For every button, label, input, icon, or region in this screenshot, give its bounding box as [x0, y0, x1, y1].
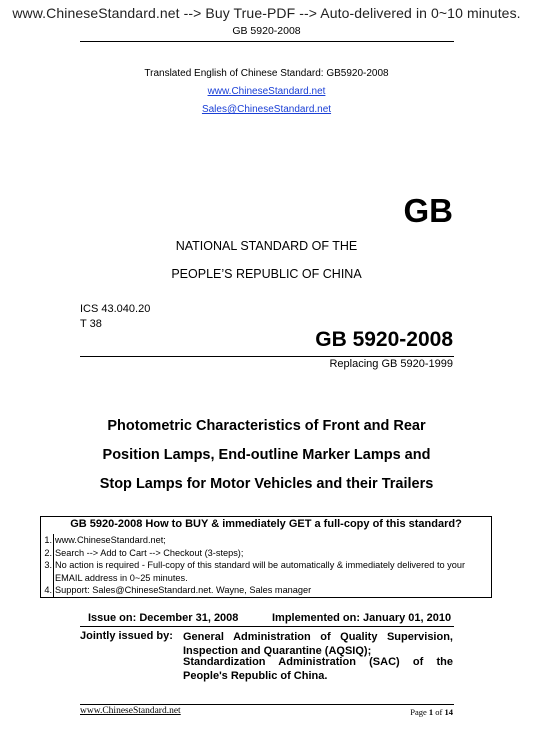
buy-step-text: Search --> Add to Cart --> Checkout (3-steps);: [55, 547, 244, 558]
step-divider: [53, 559, 54, 584]
page-total: 14: [444, 707, 453, 717]
implemented-date: Implemented on: January 01, 2010: [272, 612, 452, 624]
buy-step-text: Support: Sales@ChineseStandard.net. Wayne, Sales manager: [55, 585, 312, 595]
standard-number: GB 5920-2008: [315, 328, 453, 351]
gb-mark: GB: [403, 192, 453, 229]
buy-step-number: 1.: [44, 535, 52, 545]
footer-site-link[interactable]: www.ChineseStandard.net: [80, 706, 181, 716]
national-standard-line-2: PEOPLE’S REPUBLIC OF CHINA: [171, 267, 362, 281]
jointly-issued-label: Jointly issued by:: [80, 630, 173, 642]
issuer-aqsiq: General Administration of Quality Supervision, Inspection and Quarantine (AQSIQ);: [183, 631, 453, 657]
page-prefix: Page: [410, 707, 429, 717]
replacing-note: Replacing GB 5920-1999: [329, 358, 453, 370]
buy-steps-list: [41, 534, 491, 597]
ics-code: ICS 43.040.20: [80, 303, 151, 315]
buy-instructions-box: [40, 516, 492, 598]
footer-rule: [80, 704, 454, 705]
buy-heading: GB 5920-2008 How to BUY & immediately GET a full-copy of this standard?: [70, 518, 462, 530]
document-title-line-1: Photometric Characteristics of Front and Rear: [107, 418, 426, 434]
national-standard-line-1: NATIONAL STANDARD OF THE: [175, 239, 358, 253]
buy-step: [41, 559, 491, 584]
site-link[interactable]: www.ChineseStandard.net: [207, 86, 326, 97]
standard-rule: [80, 356, 454, 357]
step-divider: [53, 547, 54, 560]
document-title-line-3: Stop Lamps for Motor Vehicles and their Trailers: [99, 476, 434, 492]
classification-code: T 38: [80, 318, 102, 330]
issuer-sac: Standardization Administration (SAC) of the People's Republic of China.: [183, 656, 453, 682]
buy-step: [41, 584, 491, 597]
step-divider: [53, 534, 54, 547]
buy-step-text[interactable]: www.ChineseStandard.net;: [55, 535, 166, 545]
buy-step-text: No action is required - Full-copy of this standard will be automatically & immediately delivered to your EMAIL address in 0~25 minutes.: [55, 560, 466, 583]
buy-step-number: 3.: [44, 560, 52, 570]
buy-step-number: 2.: [44, 547, 52, 558]
issue-rule: [80, 626, 454, 627]
issue-date: Issue on: December 31, 2008: [88, 612, 239, 624]
top-banner: www.ChineseStandard.net --> Buy True-PDF --> Auto-delivered in 0~10 minutes.: [12, 5, 521, 21]
page-indicator: [410, 707, 453, 717]
buy-step: [41, 534, 491, 547]
header-rule: [80, 41, 454, 42]
document-title-line-2: Position Lamps, End-outline Marker Lamps and: [102, 447, 431, 463]
buy-step: [41, 547, 491, 560]
translated-note: Translated English of Chinese Standard: GB5920-2008: [144, 68, 389, 79]
page-current: 1: [428, 707, 434, 717]
buy-step-number: 4.: [44, 585, 52, 595]
email-link[interactable]: Sales@ChineseStandard.net: [201, 104, 332, 115]
page-of: of: [433, 707, 445, 717]
step-divider: [53, 584, 54, 597]
header-doc-number: GB 5920-2008: [232, 25, 301, 37]
